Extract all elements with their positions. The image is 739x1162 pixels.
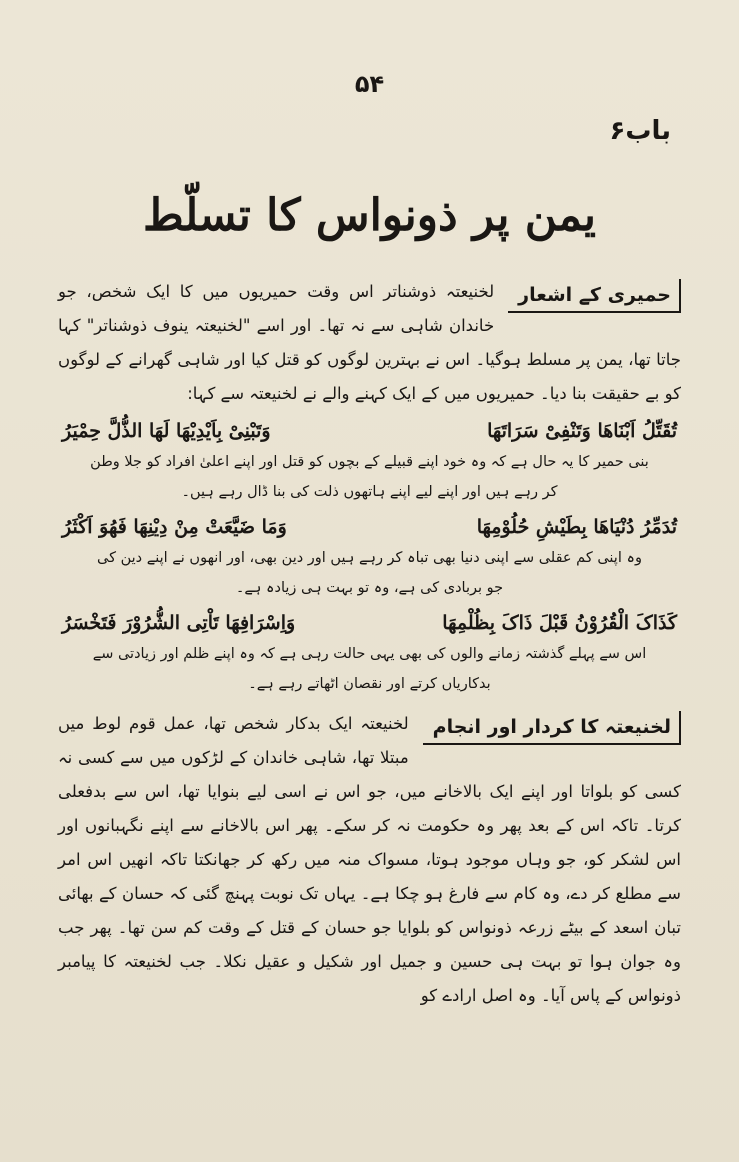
verse-line [58,607,681,639]
section-1-paragraph [58,275,681,411]
verse-block-1 [58,415,681,507]
verse-right-hemistich: تُقَتِّلُ اَبْنَاھَا وَتَنْفِیْ سَرَاتَھَا [487,420,677,442]
chapter-label: باب۶ [609,116,671,146]
verse-block-2 [58,511,681,603]
page-number: ۵۴ [354,70,385,98]
section-1-text: لخنیعتہ ذوشناتر اس وقت حمیریوں میں کا ایک شخص، جو خاندان شاہی سے نہ تھا۔ اور اسے "لخنیعتہ ینوف ذوشناتر" کہا جاتا تھا، یمن پر مسلط ہوگیا۔ اس نے بہترین لوگوں کو قتل کیا اور شاہی گھرانے کے لوگوں کو بے حقیقت بنا دیا۔ حمیریوں میں کے ایک کہنے والے نے لخنیعتہ سے کہا: [58,282,681,403]
verse-right-hemistich: تُدَمِّرُ دُنْیَاھَا بِطَیْشِ حُلُوْمِھَا [476,516,677,538]
section-2-paragraph [58,707,681,1013]
verse-translation: اس سے پہلے گذشتہ زمانے والوں کی بھی یہی حالت رہی ہے کہ وہ اپنے ظلم اور زیادتی سے بدکاریاں کرتے اور نقصان اٹھاتے رہے ہے۔ [92,646,647,692]
verse-translation: بنی حمیر کا یہ حال ہے کہ وہ خود اپنے قبیلے کے بچوں کو قتل اور اپنے اعلیٰ افراد کو جلا وطن کر رہے ہیں اور اپنے لیے اپنے ہاتھوں ذلت کی بنا ڈال رہے ہیں۔ [90,454,649,500]
verse-line [58,511,681,543]
verse-left-hemistich: وَمَا ضَیَّعَتْ مِنْ دِیْنِھَا فَھُوَ اَکْثَرُ [62,516,287,538]
verse-right-hemistich: کَذَاکَ الْقُرُوْنُ قَبْلَ ذَاکَ بِظُلْمِھَا [442,612,677,634]
verse-block-3 [58,607,681,699]
section-2-text: لخنیعتہ ایک بدکار شخص تھا، عمل قوم لوط میں مبتلا تھا، شاہی خاندان کے لڑکوں میں سے کسی نہ کسی کو بلواتا اور اپنے ایک بالاخانے میں، جو اس نے اسی لیے بنوایا تھا، اس سے بدفعلی کرتا۔ تاکہ اس کے بعد پھر وہ حکومت نہ کر سکے۔ پھر اس بالاخانے سے اپنے نگہبانوں اور اس لشکر کو، جو وہاں موجود ہوتا، مسواک منہ میں رکھ کر جھانکتا تاکہ انھیں اس امر سے مطلع کر دے، وہ کام سے فارغ ہو چکا ہے۔ یہاں تک نوبت پہنچ گئی کہ حسان کے بھائی تبان اسعد کے بیٹے زرعہ ذونواس کو بلوایا جو حسان کے قتل کے وقت کم سن تھا۔ پھر جب وہ جوان ہوا تو بہت ہی حسین و جمیل اور شکیل و عقیل نکلا۔ جب لخنیعتہ کا پیامبر ذونواس کے پاس آیا۔ وہ اصل ارادے کو [58,714,681,1005]
verse-translation: وہ اپنی کم عقلی سے اپنی دنیا بھی تباہ کر رہے ہیں اور دین بھی، اور انھوں نے اپنے دین کی جو بربادی کی ہے، وہ تو بہت ہی زیادہ ہے۔ [97,550,642,596]
chapter-title: یمن پر ذونواس کا تسلّط [143,190,596,241]
side-heading-himyari-poetry: حمیری کے اشعار [508,279,681,313]
verse-line [58,415,681,447]
side-heading-character-and-end: لخنیعتہ کا کردار اور انجام [423,711,681,745]
verse-left-hemistich: وَتَبْنِیْ بِاَیْدِیْھَا لَھَا الذُّلَّ حِمْیَرُ [62,420,271,442]
verse-left-hemistich: وَاِسْرَافِھَا تَاْتِی الشُّرُوْرَ فَتَخْسَرُ [62,612,296,634]
